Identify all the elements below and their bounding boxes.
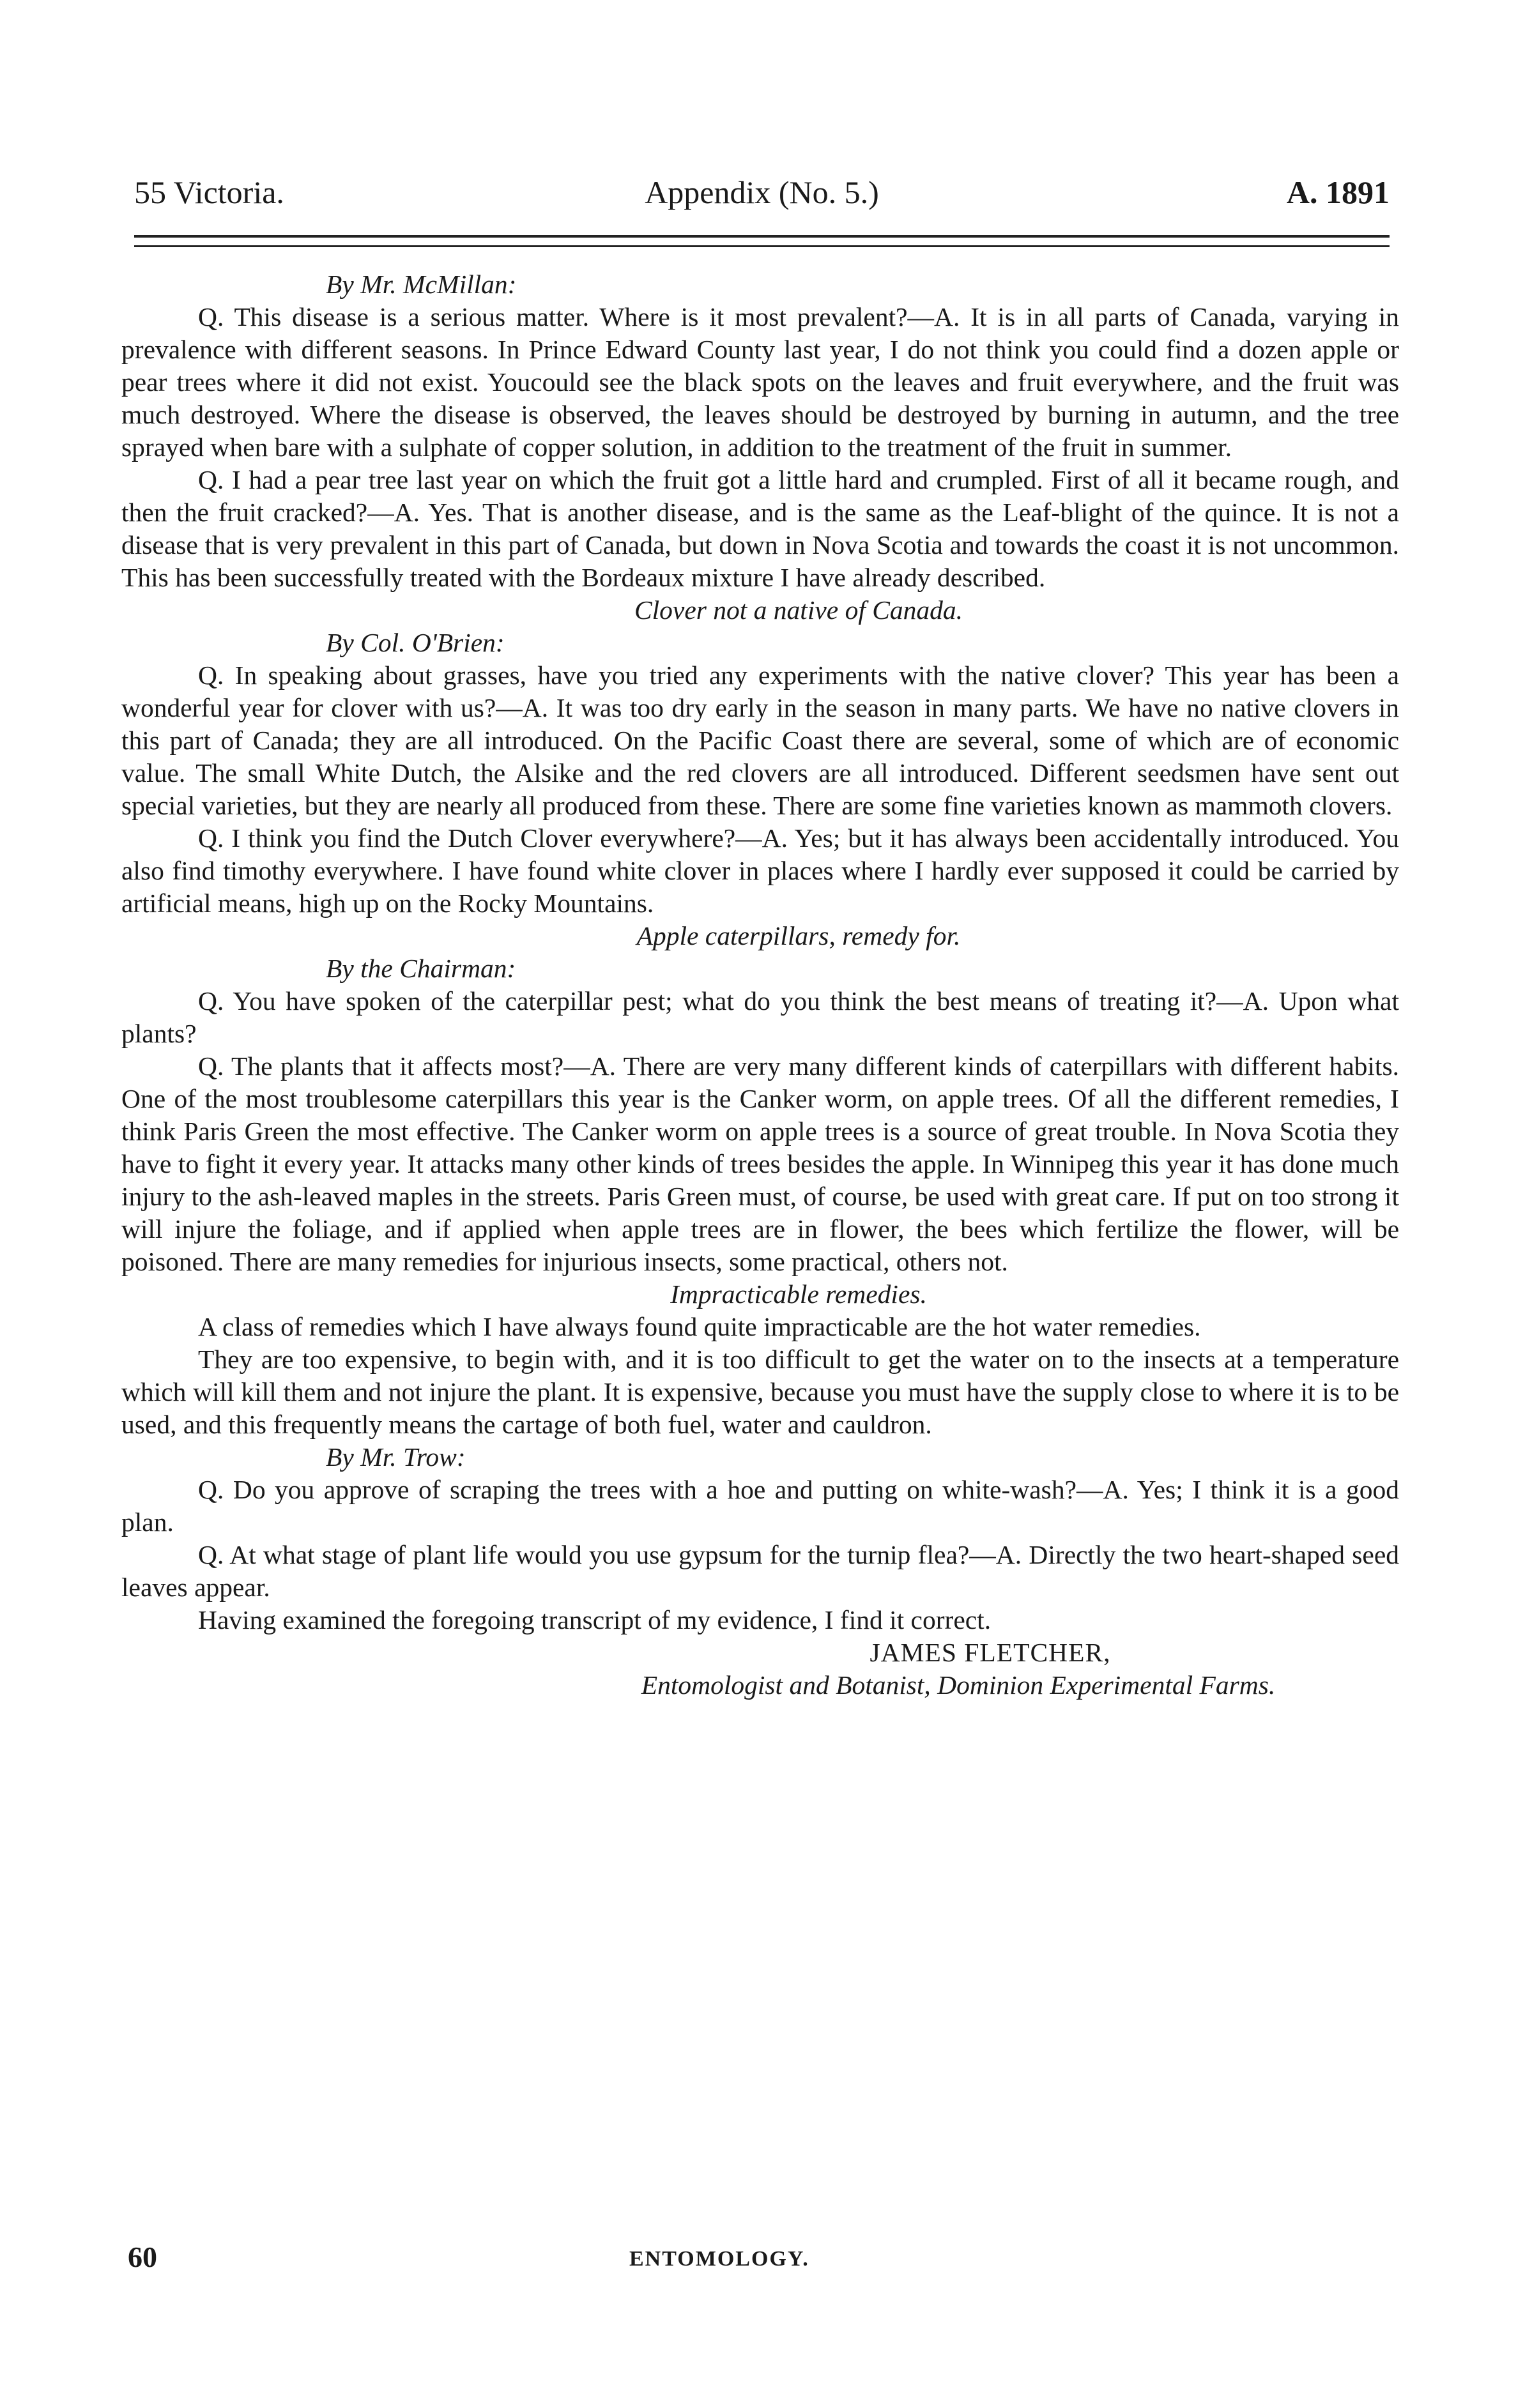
signature-name: JAMES FLETCHER,	[869, 1638, 1111, 1667]
signature-title: Entomologist and Botanist, Dominion Experimental Farms.	[641, 1670, 1276, 1700]
page-number: 60	[128, 2241, 157, 2273]
paragraph: Q. This disease is a serious matter. Where is it most prevalent?—A. It is in all parts of Canada, varying in prevalence with different seasons. In Prince Edward County last year, I do not think you could find a dozen apple or pear trees where it did not exist. Youcould see the black spots on the leaves and fruit everywhere, and the fruit was much destroyed. Where the disease is observed, the leaves should be destroyed by burning in autumn, and the tree sprayed when bare with a sulphate of copper solution, in addition to the treatment of the fruit in summer.	[121, 302, 1399, 462]
paragraph: A class of remedies which I have always found quite impracticable are the hot water remedies.	[198, 1312, 1201, 1341]
speaker-label: By Mr. McMillan:	[326, 270, 517, 299]
section-heading: Clover not a native of Canada.	[634, 595, 963, 625]
paragraph: Q. Do you approve of scraping the trees with a hoe and putting on white-wash?—A. Yes; I think it is a good plan.	[121, 1475, 1399, 1537]
page-body	[121, 268, 1399, 1702]
paragraph: Q. I think you find the Dutch Clover everywhere?—A. Yes; but it has always been accidentally introduced. You also find timothy everywhere. I have found white clover in places where I hardly ever supposed it could be carried by artificial means, high up on the Rocky Mountains.	[121, 823, 1399, 918]
footer-section-label: ENTOMOLOGY.	[629, 2247, 809, 2271]
section-heading: Impracticable remedies.	[670, 1279, 927, 1309]
header-year: A. 1891	[1286, 174, 1390, 210]
header-session: 55 Victoria.	[134, 174, 284, 210]
section-heading: Apple caterpillars, remedy for.	[636, 921, 961, 950]
speaker-label: By Mr. Trow:	[326, 1442, 466, 1472]
paragraph: Q. I had a pear tree last year on which the fruit got a little hard and crumpled. First of all it became rough, and then the fruit cracked?—A. Yes. That is another disease, and is the same as the Leaf-blight of the quince. It is not a disease that is very prevalent in this part of Canada, but down in Nova Scotia and towards the coast it is not uncommon. This has been successfully treated with the Bordeaux mixture I have already described.	[121, 465, 1399, 592]
speaker-label: By Col. O'Brien:	[326, 628, 505, 657]
paragraph: Having examined the foregoing transcript of my evidence, I find it correct.	[198, 1605, 992, 1635]
header-appendix: Appendix (No. 5.)	[645, 174, 879, 210]
speaker-label: By the Chairman:	[326, 954, 516, 983]
header-rule-bottom	[134, 245, 1390, 247]
paragraph: Q. In speaking about grasses, have you tried any experiments with the native clover? This year has been a wonderful year for clover with us?—A. It was too dry early in the season in many parts. We have no native clovers in this part of Canada; they are all introduced. On the Pacific Coast there are several, some of which are of economic value. The small White Dutch, the Alsike and the red clovers are all introduced. Different seedsmen have sent out special varieties, but they are nearly all produced from these. There are some fine varieties known as mammoth clovers.	[121, 660, 1399, 820]
paragraph: They are too expensive, to begin with, and it is too difficult to get the water on to the insects at a temperature which will kill them and not injure the plant. It is expensive, because you must have the supply close to where it is to be used, and this frequently means the cartage of both fuel, water and cauldron.	[121, 1345, 1399, 1439]
running-header	[134, 174, 1390, 218]
paragraph: Q. At what stage of plant life would you use gypsum for the turnip flea?—A. Directly the two heart-shaped seed leaves appear.	[121, 1540, 1399, 1602]
paragraph: Q. You have spoken of the caterpillar pest; what do you think the best means of treating it?—A. Upon what plants?	[121, 986, 1399, 1048]
header-rule-top	[134, 235, 1390, 238]
paragraph: Q. The plants that it affects most?—A. There are very many different kinds of caterpillars with different habits. One of the most troublesome caterpillars this year is the Canker worm, on apple trees. Of all the different remedies, I think Paris Green the most effective. The Canker worm on apple trees is a source of great trouble. In Nova Scotia they have to fight it every year. It attacks many other kinds of trees besides the apple. In Winnipeg this year it has done much injury to the ash-leaved maples in the streets. Paris Green must, of course, be used with great care. If put on too strong it will injure the foliage, and if applied when apple trees are in flower, the bees which fertilize the flower, will be poisoned. There are many remedies for injurious insects, some practical, others not.	[121, 1051, 1399, 1276]
